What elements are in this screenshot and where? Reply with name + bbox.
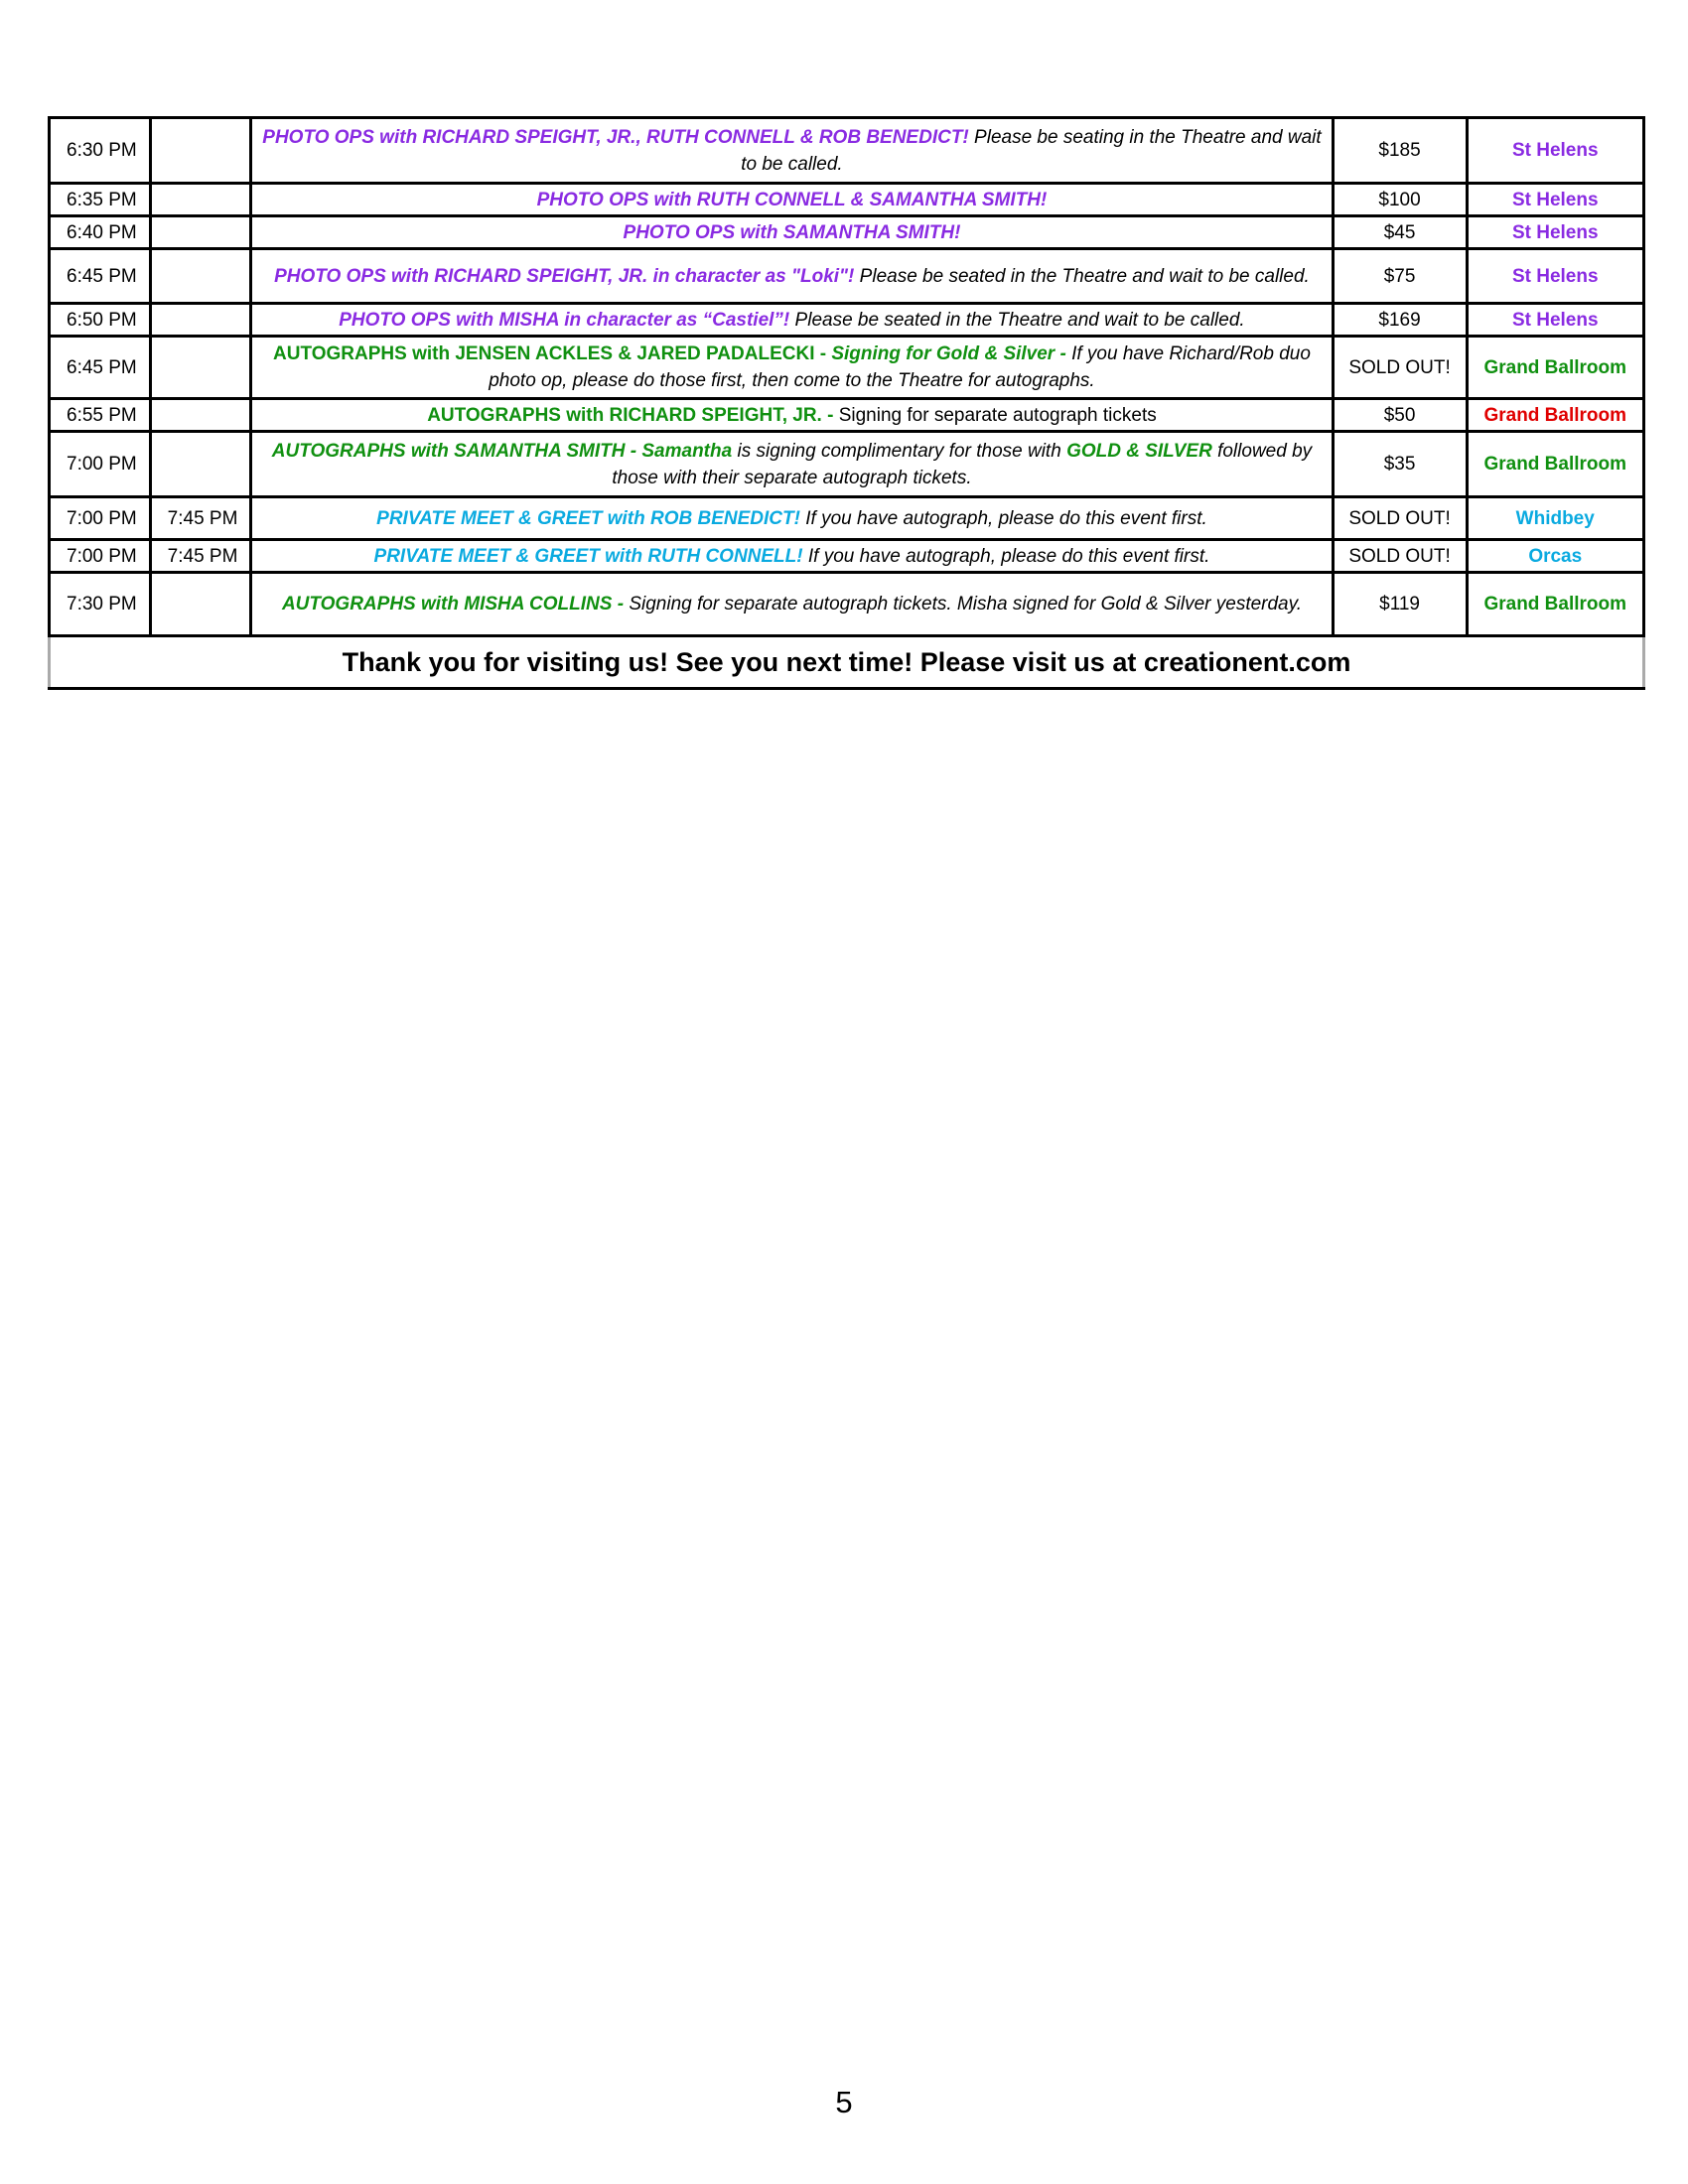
event-description xyxy=(251,304,1333,337)
price: $119 xyxy=(1333,573,1467,636)
schedule-row xyxy=(50,249,1644,304)
end-time xyxy=(150,573,251,636)
schedule-row xyxy=(50,216,1644,249)
schedule-row xyxy=(50,184,1644,216)
event-note: is signing complimentary for those with xyxy=(732,440,1067,462)
start-time: 7:00 PM xyxy=(50,497,151,540)
event-description xyxy=(251,432,1333,497)
start-time: 7:00 PM xyxy=(50,432,151,497)
price: $169 xyxy=(1333,304,1467,337)
start-time: 6:30 PM xyxy=(50,118,151,184)
event-note: If you have autograph, please do this event first. xyxy=(799,507,1207,529)
room: Orcas xyxy=(1467,540,1644,573)
price: SOLD OUT! xyxy=(1333,497,1467,540)
schedule-row xyxy=(50,432,1644,497)
start-time: 6:40 PM xyxy=(50,216,151,249)
event-title: AUTOGRAPHS with RICHARD SPEIGHT, JR. - xyxy=(427,404,834,426)
end-time xyxy=(150,337,251,399)
start-time: 7:30 PM xyxy=(50,573,151,636)
start-time: 7:00 PM xyxy=(50,540,151,573)
event-note: If you have Richard/Rob duo photo op, please do those first, then come to the Theatre for autographs. xyxy=(489,343,1311,391)
price: SOLD OUT! xyxy=(1333,540,1467,573)
event-title: AUTOGRAPHS with SAMANTHA SMITH - Samantha xyxy=(271,440,733,462)
event-note: Please be seated in the Theatre and wait to be called. xyxy=(854,265,1310,287)
event-title: PHOTO OPS with SAMANTHA SMITH! xyxy=(623,221,961,243)
event-description xyxy=(251,497,1333,540)
end-time xyxy=(150,216,251,249)
page-number: 5 xyxy=(835,2085,853,2119)
room: Grand Ballroom xyxy=(1467,432,1644,497)
price: $50 xyxy=(1333,399,1467,432)
price: $75 xyxy=(1333,249,1467,304)
event-description xyxy=(251,216,1333,249)
event-description xyxy=(251,249,1333,304)
end-time: 7:45 PM xyxy=(150,497,251,540)
start-time: 6:50 PM xyxy=(50,304,151,337)
room: St Helens xyxy=(1467,304,1644,337)
event-description xyxy=(251,337,1333,399)
start-time: 6:45 PM xyxy=(50,337,151,399)
schedule-row xyxy=(50,337,1644,399)
end-time xyxy=(150,432,251,497)
schedule-row xyxy=(50,573,1644,636)
schedule-table xyxy=(48,116,1645,690)
event-title: PRIVATE MEET & GREET with RUTH CONNELL! xyxy=(373,545,803,567)
event-description xyxy=(251,184,1333,216)
event-note: Please be seating in the Theatre and wait to be called. xyxy=(741,126,1322,175)
event-title: PHOTO OPS with RUTH CONNELL & SAMANTHA SMITH! xyxy=(536,189,1048,210)
price: $35 xyxy=(1333,432,1467,497)
event-subtitle: GOLD & SILVER xyxy=(1066,440,1212,462)
schedule-row xyxy=(50,304,1644,337)
event-title: PRIVATE MEET & GREET with ROB BENEDICT! xyxy=(376,507,800,529)
schedule-row xyxy=(50,497,1644,540)
event-note: If you have autograph, please do this event first. xyxy=(802,545,1210,567)
schedule-row xyxy=(50,118,1644,184)
room: St Helens xyxy=(1467,249,1644,304)
price: $185 xyxy=(1333,118,1467,184)
event-description xyxy=(251,118,1333,184)
thank-you-message: Thank you for visiting us! See you next time! Please visit us at creationent.com xyxy=(50,636,1644,689)
end-time xyxy=(150,304,251,337)
end-time xyxy=(150,118,251,184)
price: $45 xyxy=(1333,216,1467,249)
room: St Helens xyxy=(1467,184,1644,216)
room: Whidbey xyxy=(1467,497,1644,540)
event-description xyxy=(251,399,1333,432)
room: St Helens xyxy=(1467,216,1644,249)
event-title: PHOTO OPS with RICHARD SPEIGHT, JR., RUTH CONNELL & ROB BENEDICT! xyxy=(262,126,969,148)
room: St Helens xyxy=(1467,118,1644,184)
start-time: 6:45 PM xyxy=(50,249,151,304)
room: Grand Ballroom xyxy=(1467,573,1644,636)
end-time xyxy=(150,399,251,432)
schedule-row xyxy=(50,540,1644,573)
event-description xyxy=(251,573,1333,636)
event-title: AUTOGRAPHS with MISHA COLLINS - xyxy=(281,594,625,614)
event-note: Signing for separate autograph tickets. Misha signed for Gold & Silver yesterday. xyxy=(624,594,1302,614)
event-subtitle: Signing for Gold & Silver - xyxy=(831,343,1066,364)
schedule-row xyxy=(50,399,1644,432)
price: $100 xyxy=(1333,184,1467,216)
event-title: PHOTO OPS with RICHARD SPEIGHT, JR. in character as "Loki"! xyxy=(274,265,855,287)
event-note: Please be seated in the Theatre and wait to be called. xyxy=(789,309,1245,331)
event-note-continued: followed by those with their separate autograph tickets. xyxy=(612,440,1313,488)
price: SOLD OUT! xyxy=(1333,337,1467,399)
room: Grand Ballroom xyxy=(1467,399,1644,432)
end-time xyxy=(150,249,251,304)
event-title: PHOTO OPS with MISHA in character as “Castiel”! xyxy=(339,309,790,331)
footer-row xyxy=(50,636,1644,689)
end-time: 7:45 PM xyxy=(150,540,251,573)
event-title: AUTOGRAPHS with JENSEN ACKLES & JARED PADALECKI - xyxy=(273,343,832,364)
event-note: Signing for separate autograph tickets xyxy=(833,404,1157,426)
room: Grand Ballroom xyxy=(1467,337,1644,399)
event-description xyxy=(251,540,1333,573)
start-time: 6:55 PM xyxy=(50,399,151,432)
start-time: 6:35 PM xyxy=(50,184,151,216)
end-time xyxy=(150,184,251,216)
